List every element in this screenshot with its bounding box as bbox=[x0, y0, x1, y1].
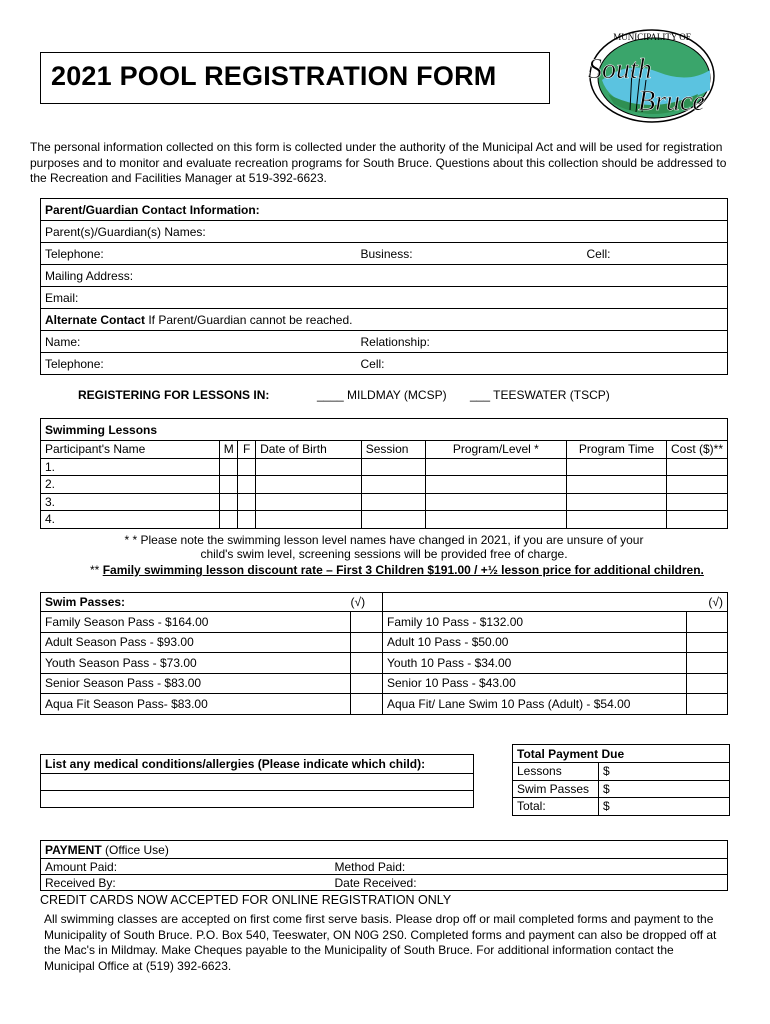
logo-top-text: MUNICIPALITY OF bbox=[613, 32, 691, 42]
table-row bbox=[41, 632, 728, 653]
lesson-note-1: * * Please note the swimming lesson level names have changed in 2021, if you are unsure of your bbox=[124, 533, 644, 547]
footer-info: All swimming classes are accepted on first come first serve basis. Please drop off or mail completed forms and payment to the Municipality of South Bruce. P.O. Box 540, Teeswater, ON N0G 2S0. Completed forms and payment can also be dropped off at the Mac's in Mildmay. Make Cheques payable to the Municipality of South Bruce. For additional information contact the Municipal Office at (519) 392-6623. bbox=[44, 912, 717, 973]
grand-total-label: Total: bbox=[513, 798, 599, 816]
total-payment-table bbox=[512, 744, 730, 816]
cell[interactable] bbox=[256, 458, 362, 476]
cell[interactable] bbox=[256, 511, 362, 529]
telephone-field[interactable]: Telephone: bbox=[41, 243, 357, 265]
alt-cell-field[interactable]: Cell: bbox=[357, 353, 728, 375]
parent-heading: Parent/Guardian Contact Information: bbox=[41, 199, 728, 221]
municipality-logo bbox=[568, 20, 728, 125]
swimming-lessons-table bbox=[40, 418, 728, 529]
discount-text: Family swimming lesson discount rate – First 3 Children $191.00 / +½ lesson price for additional children. bbox=[102, 563, 704, 577]
col-session: Session bbox=[361, 441, 425, 459]
col-f: F bbox=[238, 441, 256, 459]
participant-3[interactable]: 3. bbox=[41, 493, 220, 511]
table-row bbox=[41, 653, 728, 674]
grand-total-value[interactable]: $ bbox=[599, 798, 730, 816]
senior-season-check[interactable] bbox=[351, 673, 383, 694]
guardian-names-field[interactable]: Parent(s)/Guardian(s) Names: bbox=[41, 221, 728, 243]
passes-total-label: Swim Passes bbox=[513, 780, 599, 798]
title-box bbox=[40, 52, 550, 104]
alternate-contact-bold: Alternate Contact bbox=[45, 312, 146, 327]
table-row bbox=[41, 493, 728, 511]
cell[interactable] bbox=[567, 511, 667, 529]
col-program-time: Program Time bbox=[567, 441, 667, 459]
medical-heading: List any medical conditions/allergies (Please indicate which child): bbox=[41, 755, 474, 774]
passes-heading: Swim Passes: bbox=[41, 593, 351, 612]
medical-line-2[interactable] bbox=[41, 791, 474, 808]
business-field[interactable]: Business: bbox=[357, 243, 583, 265]
lessons-heading: Swimming Lessons bbox=[41, 419, 728, 441]
col-program-level: Program/Level * bbox=[425, 441, 567, 459]
col-m: M bbox=[220, 441, 238, 459]
payment-heading bbox=[41, 841, 728, 859]
date-received-field[interactable]: Date Received: bbox=[331, 875, 728, 891]
cell[interactable] bbox=[666, 493, 727, 511]
table-row bbox=[41, 694, 728, 715]
table-row bbox=[41, 612, 728, 633]
email-field[interactable]: Email: bbox=[41, 287, 728, 309]
cell[interactable] bbox=[238, 458, 256, 476]
col-dob: Date of Birth bbox=[256, 441, 362, 459]
passes-heading-right bbox=[383, 593, 687, 612]
adult-10-pass: Adult 10 Pass - $50.00 bbox=[383, 632, 687, 653]
cell-field[interactable]: Cell: bbox=[583, 243, 728, 265]
family-season-pass: Family Season Pass - $164.00 bbox=[41, 612, 351, 633]
alternate-contact-heading bbox=[41, 309, 728, 331]
aquafit-season-pass: Aqua Fit Season Pass- $83.00 bbox=[41, 694, 351, 715]
youth-10-pass: Youth 10 Pass - $34.00 bbox=[383, 653, 687, 674]
passes-total-value[interactable]: $ bbox=[599, 780, 730, 798]
logo-word-south: South bbox=[588, 54, 652, 85]
cell[interactable] bbox=[220, 511, 238, 529]
table-row bbox=[41, 511, 728, 529]
teeswater-option[interactable]: ___ TEESWATER (TSCP) bbox=[470, 388, 610, 402]
lessons-total-label: Lessons bbox=[513, 763, 599, 781]
cell[interactable] bbox=[238, 511, 256, 529]
discount-note bbox=[90, 563, 740, 577]
cell[interactable] bbox=[361, 458, 425, 476]
cell[interactable] bbox=[666, 511, 727, 529]
alt-telephone-field[interactable]: Telephone: bbox=[41, 353, 357, 375]
col-cost: Cost ($)** bbox=[666, 441, 727, 459]
family-10-pass: Family 10 Pass - $132.00 bbox=[383, 612, 687, 633]
discount-prefix: ** bbox=[90, 563, 103, 577]
table-row bbox=[41, 476, 728, 494]
medical-table bbox=[40, 754, 474, 808]
total-heading: Total Payment Due bbox=[513, 745, 730, 763]
participant-4[interactable]: 4. bbox=[41, 511, 220, 529]
page-title: 2021 POOL REGISTRATION FORM bbox=[51, 61, 497, 91]
cell[interactable] bbox=[220, 476, 238, 494]
table-row bbox=[41, 673, 728, 694]
senior-10-check[interactable] bbox=[687, 673, 728, 694]
family-10-check[interactable] bbox=[687, 612, 728, 633]
alt-relationship-field[interactable]: Relationship: bbox=[357, 331, 728, 353]
cell[interactable] bbox=[256, 493, 362, 511]
youth-season-pass: Youth Season Pass - $73.00 bbox=[41, 653, 351, 674]
payment-heading-note: (Office Use) bbox=[101, 842, 169, 857]
swim-passes-table bbox=[40, 592, 728, 715]
youth-season-check[interactable] bbox=[351, 653, 383, 674]
cell[interactable] bbox=[361, 511, 425, 529]
adult-season-check[interactable] bbox=[351, 632, 383, 653]
participant-2[interactable]: 2. bbox=[41, 476, 220, 494]
check-header-left: (√) bbox=[351, 593, 383, 612]
cell[interactable] bbox=[425, 476, 567, 494]
mailing-address-field[interactable]: Mailing Address: bbox=[41, 265, 728, 287]
cell[interactable] bbox=[425, 493, 567, 511]
adult-season-pass: Adult Season Pass - $93.00 bbox=[41, 632, 351, 653]
registering-label: REGISTERING FOR LESSONS IN: bbox=[78, 388, 270, 402]
cell[interactable] bbox=[220, 458, 238, 476]
cell[interactable] bbox=[361, 493, 425, 511]
adult-10-check[interactable] bbox=[687, 632, 728, 653]
lessons-total-value[interactable]: $ bbox=[599, 763, 730, 781]
payment-table bbox=[40, 840, 728, 891]
medical-line-1[interactable] bbox=[41, 774, 474, 791]
intro-paragraph: The personal information collected on this form is collected under the authority of the Municipal Act and will be used for registration purposes and to monitor and evaluate recreation programs for South Bruce. Questions about this collection should be addressed to the Recreation and Facilities Manager at 519-392-6623. bbox=[30, 140, 727, 185]
participant-1[interactable]: 1. bbox=[41, 458, 220, 476]
cell[interactable] bbox=[666, 476, 727, 494]
payment-heading-bold: PAYMENT bbox=[45, 842, 102, 857]
table-row bbox=[41, 458, 728, 476]
logo-word-bruce: Bruce bbox=[638, 86, 705, 117]
alternate-contact-note: If Parent/Guardian cannot be reached. bbox=[145, 312, 353, 327]
family-season-check[interactable] bbox=[351, 612, 383, 633]
youth-10-check[interactable] bbox=[687, 653, 728, 674]
lesson-note-2: child's swim level, screening sessions will be provided free of charge. bbox=[200, 547, 568, 561]
aquafit-season-check[interactable] bbox=[351, 694, 383, 715]
cell[interactable] bbox=[238, 476, 256, 494]
aquafit-10-check[interactable] bbox=[687, 694, 728, 715]
credit-cards-notice: CREDIT CARDS NOW ACCEPTED FOR ONLINE REGISTRATION ONLY bbox=[40, 893, 452, 907]
cell[interactable] bbox=[666, 458, 727, 476]
cell[interactable] bbox=[220, 493, 238, 511]
cell[interactable] bbox=[567, 493, 667, 511]
senior-season-pass: Senior Season Pass - $83.00 bbox=[41, 673, 351, 694]
cell[interactable] bbox=[361, 476, 425, 494]
parent-guardian-table bbox=[40, 198, 728, 375]
aquafit-10-pass: Aqua Fit/ Lane Swim 10 Pass (Adult) - $54.00 bbox=[383, 694, 687, 715]
cell[interactable] bbox=[256, 476, 362, 494]
method-paid-field[interactable]: Method Paid: bbox=[331, 859, 728, 875]
cell[interactable] bbox=[425, 458, 567, 476]
cell[interactable] bbox=[567, 476, 667, 494]
cell[interactable] bbox=[567, 458, 667, 476]
col-participant-name: Participant's Name bbox=[41, 441, 220, 459]
amount-paid-field[interactable]: Amount Paid: bbox=[41, 859, 331, 875]
alt-name-field[interactable]: Name: bbox=[41, 331, 357, 353]
cell[interactable] bbox=[425, 511, 567, 529]
mildmay-option[interactable]: ____ MILDMAY (MCSP) bbox=[317, 388, 447, 402]
senior-10-pass: Senior 10 Pass - $43.00 bbox=[383, 673, 687, 694]
cell[interactable] bbox=[238, 493, 256, 511]
check-header-right: (√) bbox=[687, 593, 728, 612]
received-by-field[interactable]: Received By: bbox=[41, 875, 331, 891]
